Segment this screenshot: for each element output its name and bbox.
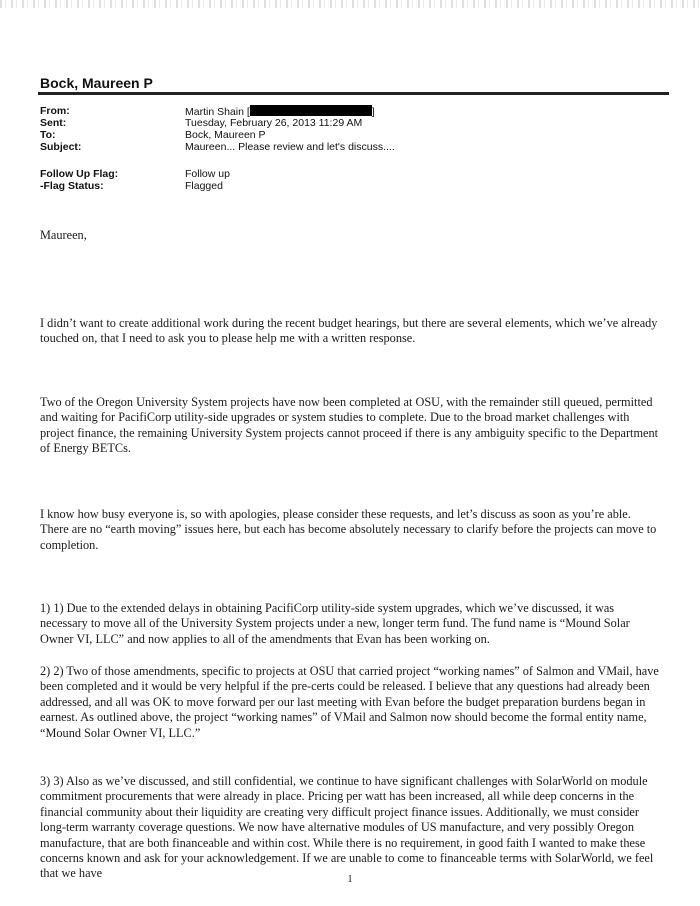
flag-status-row [40,180,223,192]
to-row [40,129,266,141]
list-item-2: 2) 2) Two of those amendments, specific to projects at OSU that carried project “working names” of Salmon and VMail, have been completed and it would be very helpful if the pre-certs could be released. I believe that any questions had already been addressed, and all was OK to move forward per our last meeting with Evan before the budget preparation burdens began in earnest. As outlined above, the project “working names” of VMail and Salmon now should become the formal entity name, “Mound Solar Owner VI, LLC.” [40,664,659,740]
redaction-box [250,105,372,116]
sent-row [40,117,363,129]
follow-up-row [40,168,230,180]
mailbox-owner: Bock, Maureen P [40,75,153,91]
follow-up-label: Follow Up Flag: [40,168,119,180]
subject-value: Maureen... Please review and let's discuss.... [185,141,395,153]
list-item-1: 1) 1) Due to the extended delays in obtaining PacifiCorp utility-side system upgrades, which we’ve discussed, it was necessary to move all of the University System projects under a new, longer term fund. The fund name is “Mound Solar Owner VI, LLC” and now applies to all of the amendments that Evan has been working on. [40,601,630,646]
paragraph-intro: I didn’t want to create additional work during the recent budget hearings, but there are several elements, which we’ve already touched on, that I need to ask you to please help me with a written response. [40,316,658,346]
follow-up-value: Follow up [185,168,230,180]
scan-noise [0,0,700,8]
sent-value: Tuesday, February 26, 2013 11:29 AM [185,117,363,129]
from-value: Martin Shain [ ] [185,106,375,118]
flag-status-label: -Flag Status: [40,180,104,192]
subject-label: Subject: [40,141,82,153]
sent-label: Sent: [40,117,67,129]
from-label: From: [40,105,70,117]
subject-row [40,141,395,153]
list-item-3: 3) 3) Also as we’ve discussed, and still confidential, we continue to have significant challenges with SolarWorld on module commitment procurements that were already in place. Pricing per watt has been increased, all while deep concerns in the financial community about their liquidity are creating very difficult project finance issues. Additionally, we must consider long-term warranty coverage questions. We now have alternative modules of US manufacture, and very possibly Oregon manufacture, that are both financeable and within cost. While there is no requirement, in good faith I wanted to make these concerns known and ask for your acknowledgement. If we are unable to come to financeable terms with SolarWorld, we feel that we have [40,774,654,881]
page-number: 1 [347,874,353,885]
from-row [40,105,375,118]
greeting: Maureen, [40,228,87,242]
paragraph-requests: I know how busy everyone is, so with apologies, please consider these requests, and let’s discuss as soon as you’re able. There are no “earth moving” issues here, but each has become absolutely necessary to clarify before the projects can move to completion. [40,507,657,552]
to-value: Bock, Maureen P [185,129,266,141]
paragraph-osu-projects: Two of the Oregon University System projects have now been completed at OSU, with the remainder still queued, permitted and waiting for PacifiCorp utility-side upgrades or system studies to complete. Due to the broad market challenges with project finance, the remaining University System projects cannot proceed if there is any ambiguity specific to the Department of Energy BETCs. [40,395,659,456]
to-label: To: [40,129,56,141]
header-divider [38,92,669,95]
flag-status-value: Flagged [185,180,223,192]
